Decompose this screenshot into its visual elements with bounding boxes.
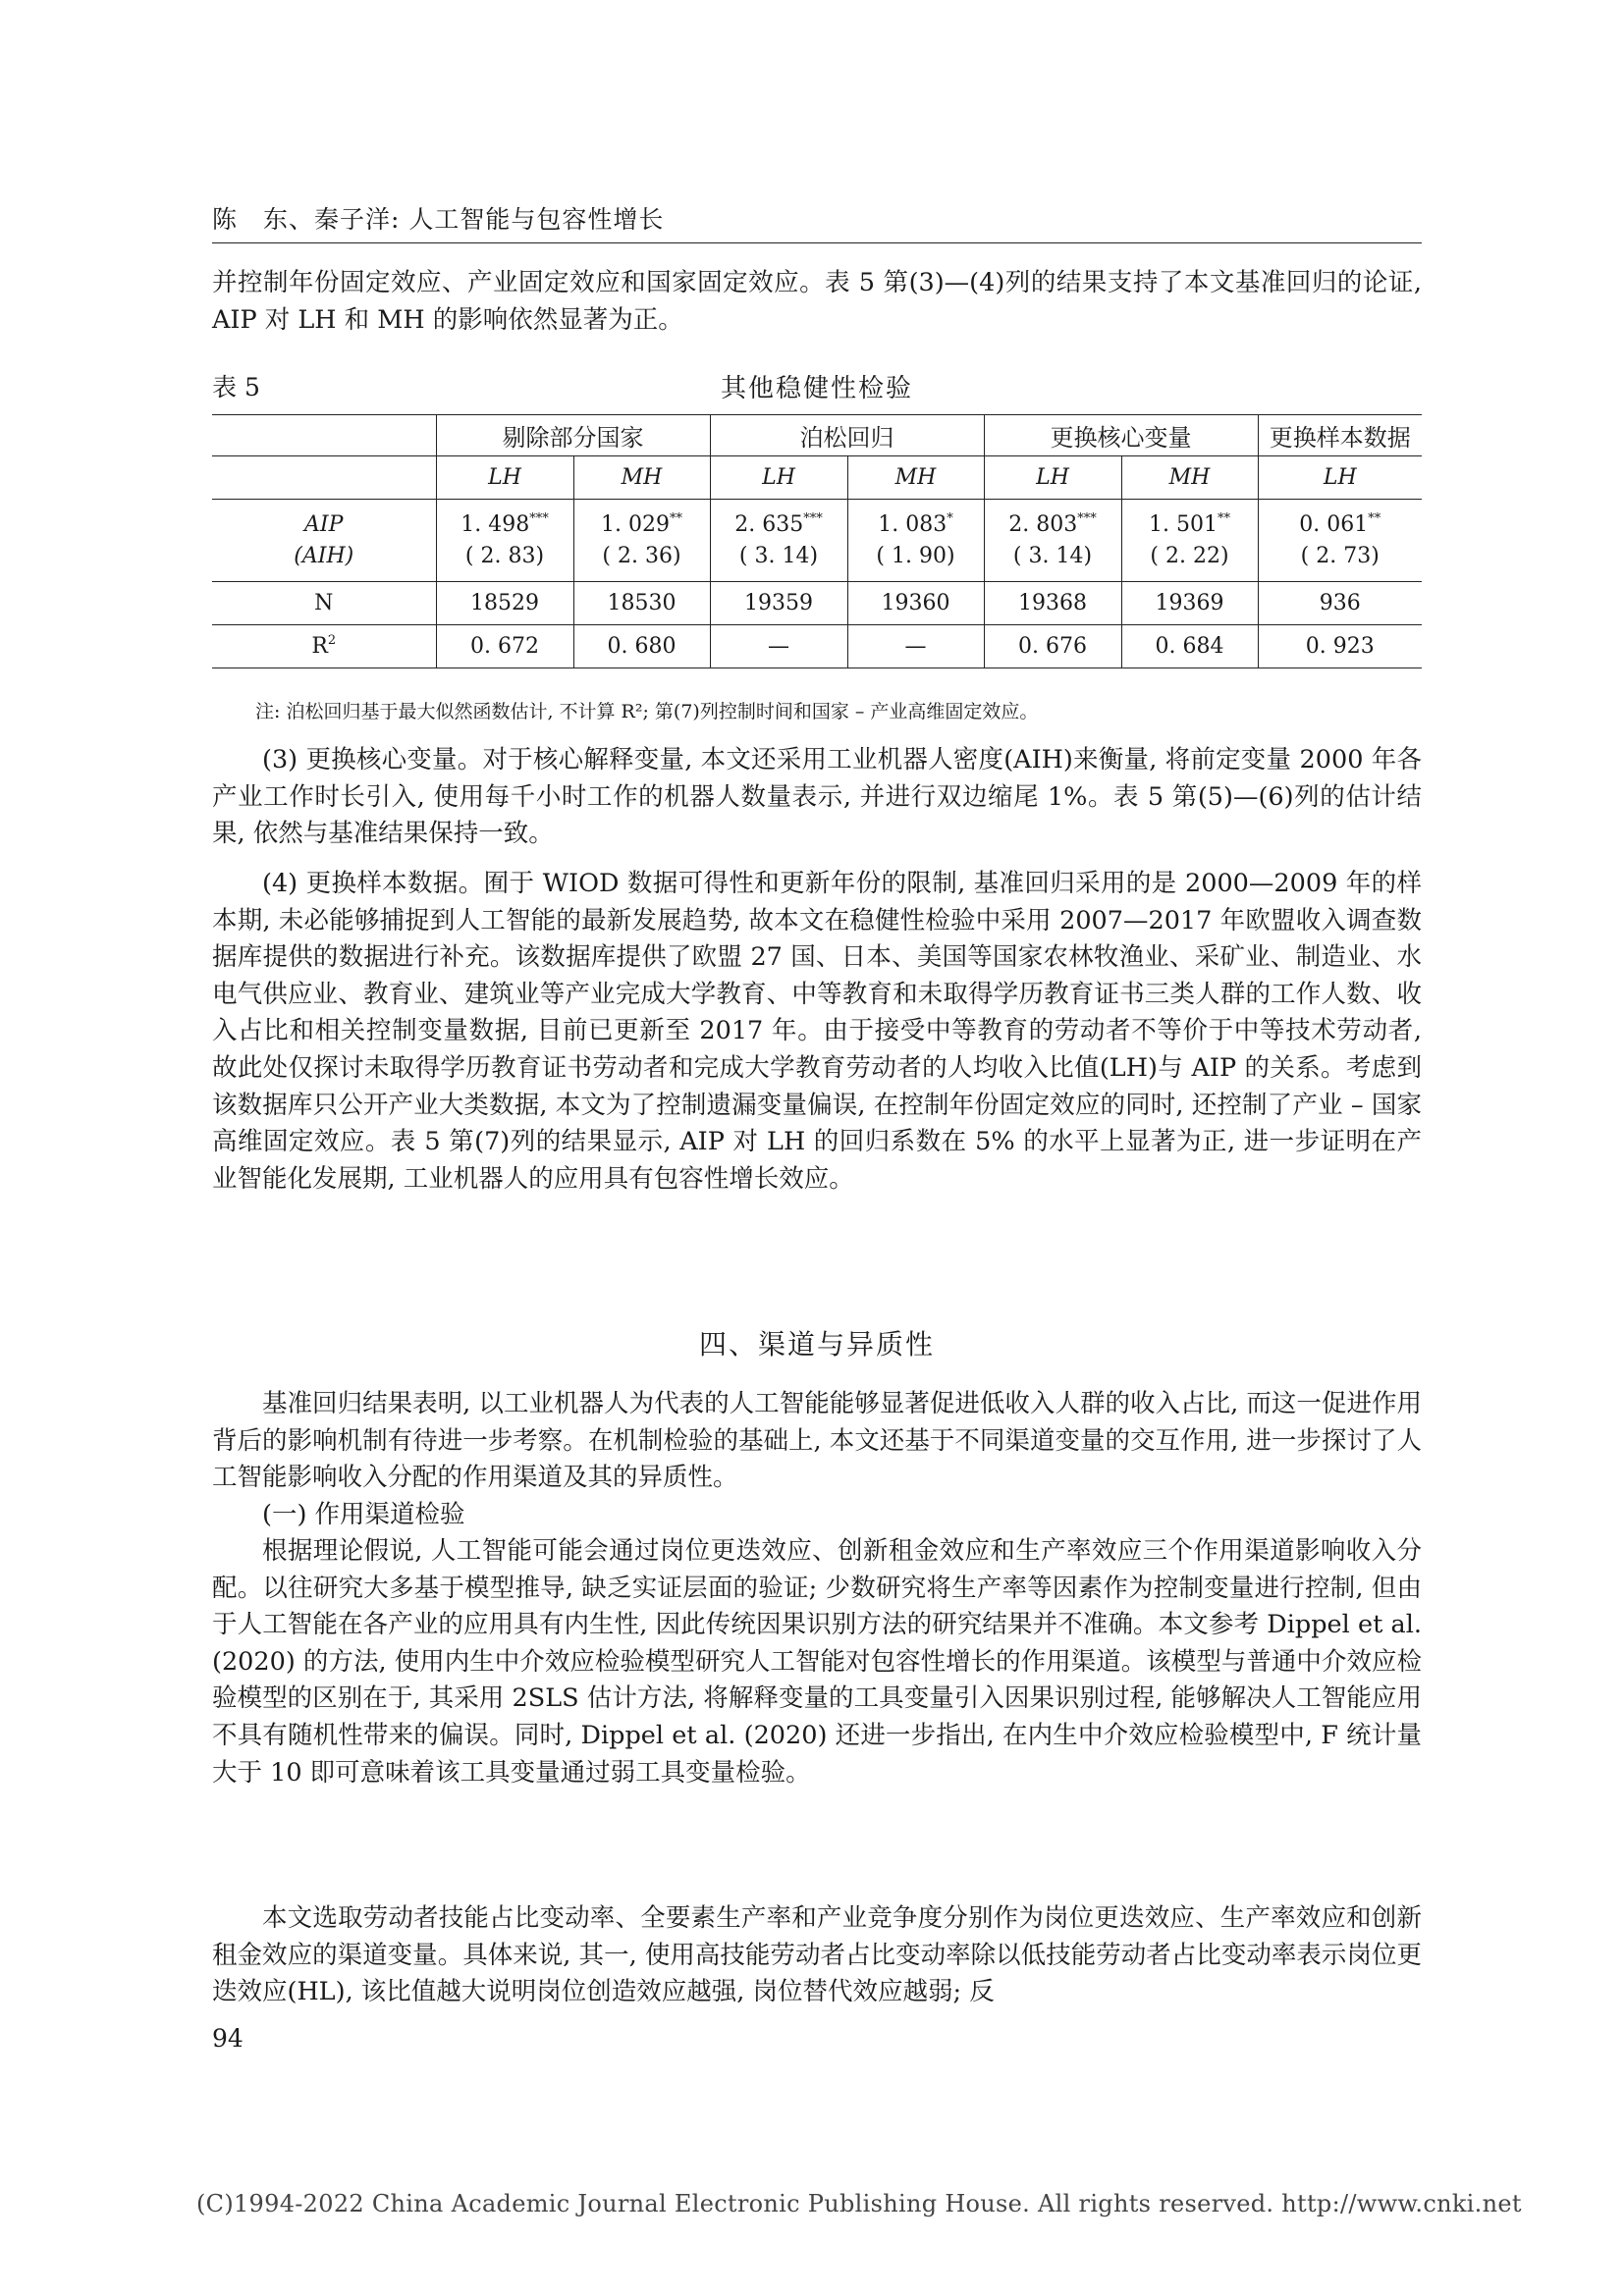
row-label-r2: $R^2$	[212, 625, 436, 668]
n-cell: 19369	[1121, 582, 1258, 625]
n-cell: 18530	[573, 582, 710, 625]
t-stat-cell: ( 3. 14)	[984, 539, 1121, 582]
dep-var-header: LH	[710, 456, 847, 500]
coef-cell: 1. 498***	[436, 500, 573, 539]
coef-cell: 2. 635***	[710, 500, 847, 539]
coef-cell: 2. 803***	[984, 500, 1121, 539]
running-head: 陈 东、秦子洋: 人工智能与包容性增长	[212, 205, 665, 234]
table-note: 注: 泊松回归基于最大似然函数估计, 不计算 R²; 第(7)列控制时间和国家 – 产业高维固定效应。	[255, 701, 1039, 722]
paragraph: 根据理论假说, 人工智能可能会通过岗位更迭效应、创新租金效应和生产率效应三个作用渠道影响收入分配。以往研究大多基于模型推导, 缺乏实证层面的验证; 少数研究将生产率等因素作为控制变量进行控制, 但由于人工智能在各产业的应用具有内生性, 因此传统因果识别方法的研究结果并不准确。本文参考 Dippel et al. (2020) 的方法, 使用内生中介效应检验模型研究人工智能对包容性增长的作用渠道。该模型与普通中介效应检验模型的区别在于, 其采用 2SLS 估计方法, 将解释变量的工具变量引入因果识别过程, 能够解决人工智能应用不具有随机性带来的偏误。同时, Dippel et al. (2020) 还进一步指出, 在内生中介效应检验模型中, F 统计量大于 10 即可意味着该工具变量通过弱工具变量检验。	[212, 1536, 1422, 1788]
n-cell: 18529	[436, 582, 573, 625]
n-cell: 936	[1319, 591, 1361, 615]
intro-paragraph: 并控制年份固定效应、产业固定效应和国家固定效应。表 5 第(3)—(4)列的结果支持了本文基准回归的论证, AIP 对 LH 和 MH 的影响依然显著为正。	[212, 268, 1422, 335]
t-stat-cell: ( 2. 22)	[1121, 539, 1258, 582]
r2-cell: —	[847, 625, 984, 668]
group-header: 剔除部分国家	[436, 415, 710, 456]
t-stat-cell: ( 1. 90)	[847, 539, 984, 582]
table-corner-cell	[212, 456, 436, 500]
n-cell: 19368	[984, 582, 1121, 625]
row-label-aih: (AIH)	[212, 539, 436, 582]
n-cell: 19360	[847, 582, 984, 625]
paragraph: 本文选取劳动者技能占比变动率、全要素生产率和产业竞争度分别作为岗位更迭效应、生产率效应和创新租金效应的渠道变量。具体来说, 其一, 使用高技能劳动者占比变动率除以低技能劳动者占比变动率表示岗位更迭效应(HL), 该比值越大说明岗位创造效应越强, 岗位替代效应越弱; 反	[212, 1903, 1422, 2007]
group-header: 泊松回归	[710, 415, 984, 456]
dep-var-header: LH	[436, 456, 573, 500]
paragraph: (3) 更换核心变量。对于核心解释变量, 本文还采用工业机器人密度(AIH)来衡量, 将前定变量 2000 年各产业工作时长引入, 使用每千小时工作的机器人数量表示, 并进行双边缩尾 1%。表 5 第(5)—(6)列的估计结果, 依然与基准结果保持一致。	[212, 745, 1422, 849]
n-cell: 19359	[710, 582, 847, 625]
r2-cell: 0. 676	[984, 625, 1121, 668]
robustness-table	[212, 414, 1422, 668]
t-stat-cell: ( 3. 14)	[710, 539, 847, 582]
r2-cell: 0. 684	[1121, 625, 1258, 668]
t-stat-cell: ( 2. 36)	[573, 539, 710, 582]
dep-var-header: LH	[1323, 465, 1357, 490]
section-heading: 四、渠道与异质性	[698, 1328, 935, 1361]
group-header: 更换核心变量	[984, 415, 1258, 456]
dep-var-header: MH	[847, 456, 984, 500]
coef-cell: 1. 083*	[847, 500, 984, 539]
group-header: 更换样本数据	[1269, 424, 1411, 452]
coef-cell: 1. 501**	[1121, 500, 1258, 539]
t-stat-cell: ( 2. 73)	[1300, 543, 1380, 568]
row-label-n: N	[212, 582, 436, 625]
page-number: 94	[212, 2024, 244, 2053]
dep-var-header: LH	[984, 456, 1121, 500]
paragraph: 基准回归结果表明, 以工业机器人为代表的人工智能能够显著促进低收入人群的收入占比, 而这一促进作用背后的影响机制有待进一步考察。在机制检验的基础上, 本文还基于不同渠道变量的交互作用, 进一步探讨了人工智能影响收入分配的作用渠道及其的异质性。	[212, 1389, 1422, 1493]
header-rule	[212, 242, 1422, 243]
r2-cell: 0. 923	[1305, 634, 1375, 659]
r2-cell: 0. 672	[436, 625, 573, 668]
row-label-aip: AIP	[212, 500, 436, 539]
coef-cell: 0. 061**	[1299, 511, 1381, 538]
paragraph: (4) 更换样本数据。囿于 WIOD 数据可得性和更新年份的限制, 基准回归采用的是 2000—2009 年的样本期, 未必能够捕捉到人工智能的最新发展趋势, 故本文在稳健性检验中采用 2007—2017 年欧盟收入调查数据库提供的数据进行补充。该数据库提供了欧盟 27 国、日本、美国等国家农林牧渔业、采矿业、制造业、水电气供应业、教育业、建筑业等产业完成大学教育、中等教育和未取得学历教育证书三类人群的工作人数、收入占比和相关控制变量数据, 目前已更新至 2017 年。由于接受中等教育的劳动者不等价于中等技术劳动者, 故此处仅探讨未取得学历教育证书劳动者和完成大学教育劳动者的人均收入比值(LH)与 AIP 的关系。考虑到该数据库只公开产业大类数据, 本文为了控制遗漏变量偏误, 在控制年份固定效应的同时, 还控制了产业 – 国家高维固定效应。表 5 第(7)列的结果显示, AIP 对 LH 的回归系数在 5% 的水平上显著为正, 进一步证明在产业智能化发展期, 工业机器人的应用具有包容性增长效应。	[212, 869, 1422, 1194]
table-corner-cell	[212, 415, 436, 456]
r2-cell: 0. 680	[573, 625, 710, 668]
coef-cell: 1. 029**	[573, 500, 710, 539]
table-label: 表 5	[212, 373, 260, 401]
dep-var-header: MH	[1121, 456, 1258, 500]
t-stat-cell: ( 2. 83)	[436, 539, 573, 582]
r2-cell: —	[710, 625, 847, 668]
copyright-footer: (C)1994-2022 China Academic Journal Electronic Publishing House. All rights reserved. http://www.cnki.net	[196, 2190, 1522, 2217]
dep-var-header: MH	[573, 456, 710, 500]
table-title: 其他稳健性检验	[720, 374, 913, 403]
subsection-heading: (一) 作用渠道检验	[262, 1500, 465, 1529]
